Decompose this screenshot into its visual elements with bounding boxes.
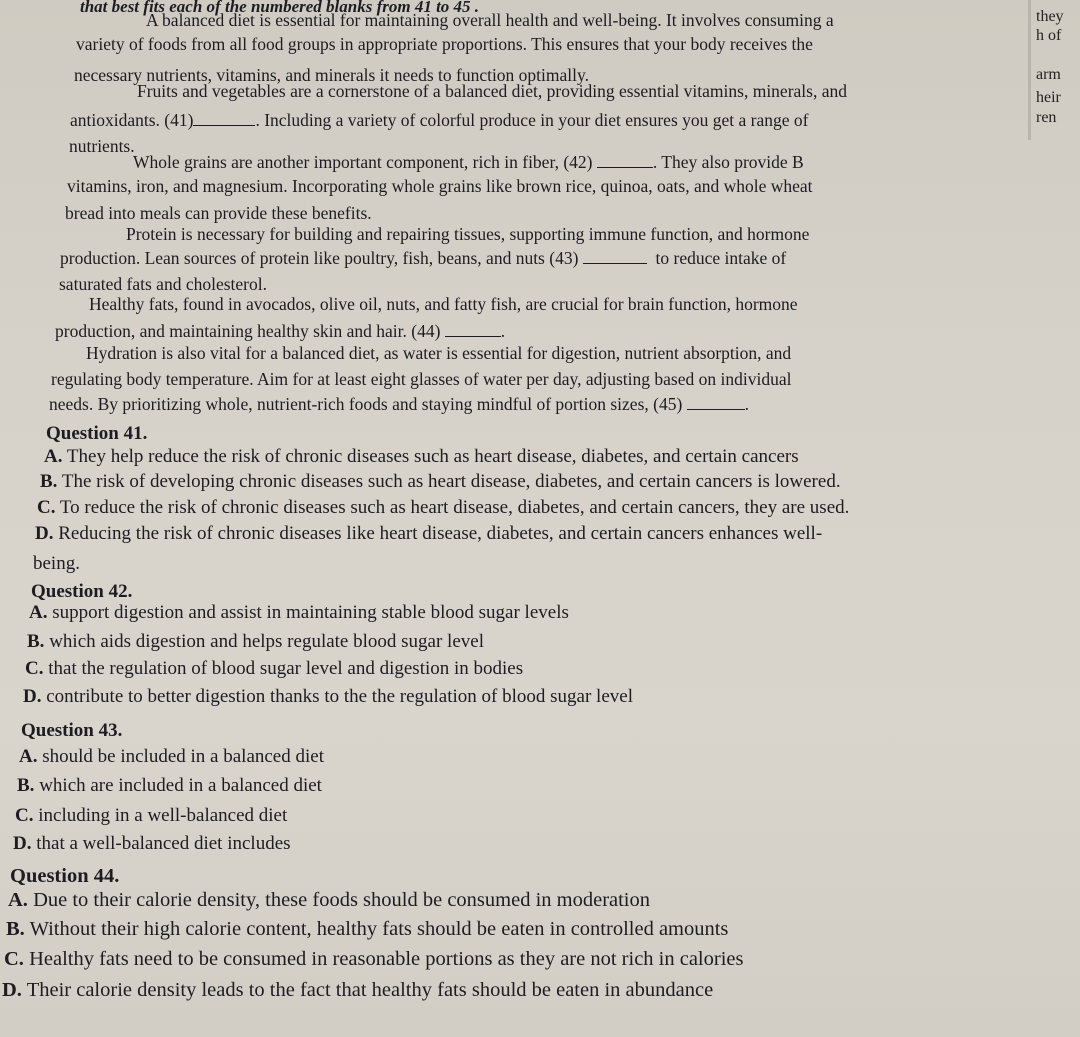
option-text: contribute to better digestion thanks to the the regulation of blood sugar level [46,686,633,707]
question-41-title: Question 41. [46,423,148,444]
passage-text: . Including a variety of colorful produce in your diet ensures you get a range of [255,110,809,130]
option-letter: B. [6,918,25,940]
option-text: Healthy fats need to be consumed in reasonable portions as they are not rich in calories [29,948,744,970]
option-letter: C. [37,497,56,518]
question-44-option-d[interactable] [2,979,713,1001]
answer-blank-42[interactable] [597,153,653,168]
blank-42-label: Whole grains are another important component, rich in fiber, (42) [133,152,593,172]
question-43-option-a[interactable] [19,746,324,768]
option-letter: C. [4,948,24,970]
option-letter: D. [13,833,32,854]
blank-44-label: production, and maintaining healthy skin and hair. (44) [55,321,441,341]
option-text: should be included in a balanced diet [42,746,324,767]
adjacent-page-fragment: they [1036,8,1064,25]
question-43-title: Question 43. [21,720,123,741]
option-letter: C. [25,658,44,679]
passage-text: . [744,394,750,414]
passage-line-blank-44 [55,320,505,342]
option-letter: A. [29,602,48,623]
passage-text: . They also provide B [652,152,804,172]
passage-line-blank-41 [70,109,808,131]
option-text: that the regulation of blood sugar level and digestion in bodies [48,658,524,679]
question-41-option-b[interactable] [40,471,841,493]
blank-41-label: antioxidants. (41) [70,110,194,130]
option-text: To reduce the risk of chronic diseases such as heart disease, diabetes, and certain cancers, they are used. [59,497,850,518]
passage-line: Hydration is also vital for a balanced diet, as water is essential for digestion, nutrient absorption, and [86,343,792,363]
passage-line: vitamins, iron, and magnesium. Incorporating whole grains like brown rice, quinoa, oats, and whole wheat [67,176,813,196]
adjacent-page-edge [1030,0,1080,140]
option-letter: D. [2,979,22,1001]
answer-blank-41[interactable] [193,111,255,126]
passage-line-blank-43 [60,247,786,269]
question-42-option-a[interactable] [29,602,569,624]
question-43-option-b[interactable] [17,775,322,797]
question-41-option-a[interactable] [44,446,799,468]
answer-blank-45[interactable] [687,395,745,410]
passage-line: variety of foods from all food groups in appropriate proportions. This ensures that your body receives the [76,34,813,54]
blank-43-label: production. Lean sources of protein like poultry, fish, beans, and nuts (43) [60,248,579,268]
option-letter: B. [27,631,45,652]
instruction-header: that best fits each of the numbered blanks from 41 to 45 . [80,0,480,16]
option-text: Reducing the risk of chronic diseases like heart disease, diabetes, and certain cancers enhances well- [58,523,823,544]
adjacent-page-fragment: arm [1036,66,1061,83]
passage-line: necessary nutrients, vitamins, and minerals it needs to function optimally. [74,65,590,85]
question-44-option-b[interactable] [6,918,728,940]
answer-blank-44[interactable] [445,322,501,337]
passage-line: A balanced diet is essential for maintaining overall health and well-being. It involves consuming a [146,10,834,30]
question-43-option-d[interactable] [13,833,291,855]
question-43-option-c[interactable] [15,805,287,827]
option-text: Without their high calorie content, healthy fats should be eaten in controlled amounts [29,918,729,940]
passage-line: bread into meals can provide these benefits. [65,203,372,223]
option-letter: C. [15,805,34,826]
option-text: which are included in a balanced diet [39,775,322,796]
passage-line-blank-42 [133,151,804,173]
option-letter: A. [44,446,63,467]
passage-text: to reduce intake of [655,248,787,268]
passage-line: regulating body temperature. Aim for at least eight glasses of water per day, adjusting based on individual [51,369,792,389]
adjacent-page-fragment: heir [1036,89,1061,106]
question-42-option-c[interactable] [25,658,523,680]
option-text: Their calorie density leads to the fact that healthy fats should be eaten in abundance [26,979,714,1001]
option-text: support digestion and assist in maintaining stable blood sugar levels [52,602,569,623]
option-letter: A. [8,889,28,911]
option-text: Due to their calorie density, these foods should be consumed in moderation [33,889,651,911]
question-42-option-b[interactable] [27,631,484,653]
blank-45-label: needs. By prioritizing whole, nutrient-rich foods and staying mindful of portion sizes, (45) [49,394,683,414]
option-letter: D. [35,523,54,544]
passage-line-blank-45 [49,393,749,415]
passage-line: Healthy fats, found in avocados, olive oil, nuts, and fatty fish, are crucial for brain function, hormone [89,294,798,314]
passage-text: . [500,321,506,341]
passage-line: saturated fats and cholesterol. [59,274,267,294]
passage-line: Protein is necessary for building and repairing tissues, supporting immune function, and hormone [126,224,810,244]
adjacent-page-fragment: ren [1036,109,1057,126]
option-text: that a well-balanced diet includes [36,833,291,854]
option-letter: B. [40,471,58,492]
question-44-option-a[interactable] [8,889,650,911]
option-text: The risk of developing chronic diseases such as heart disease, diabetes, and certain cancers is lowered. [61,471,841,492]
answer-blank-43[interactable] [583,249,647,264]
option-text: They help reduce the risk of chronic diseases such as heart disease, diabetes, and certain cancers [66,446,799,467]
question-44-option-c[interactable] [4,948,743,970]
option-letter: A. [19,746,38,767]
passage-line: nutrients. [69,136,135,156]
passage-line: Fruits and vegetables are a cornerstone of a balanced diet, providing essential vitamins, minerals, and [137,81,847,101]
option-letter: D. [23,686,42,707]
question-41-option-d-continued: being. [33,553,80,574]
question-44-title: Question 44. [10,865,120,887]
option-letter: B. [17,775,35,796]
option-text: including in a well-balanced diet [38,805,288,826]
question-42-option-d[interactable] [23,686,633,708]
adjacent-page-fragment: h of [1036,27,1062,44]
question-41-option-c[interactable] [37,497,849,519]
option-text: which aids digestion and helps regulate blood sugar level [49,631,484,652]
question-41-option-d[interactable] [35,523,822,545]
question-42-title: Question 42. [31,581,133,602]
